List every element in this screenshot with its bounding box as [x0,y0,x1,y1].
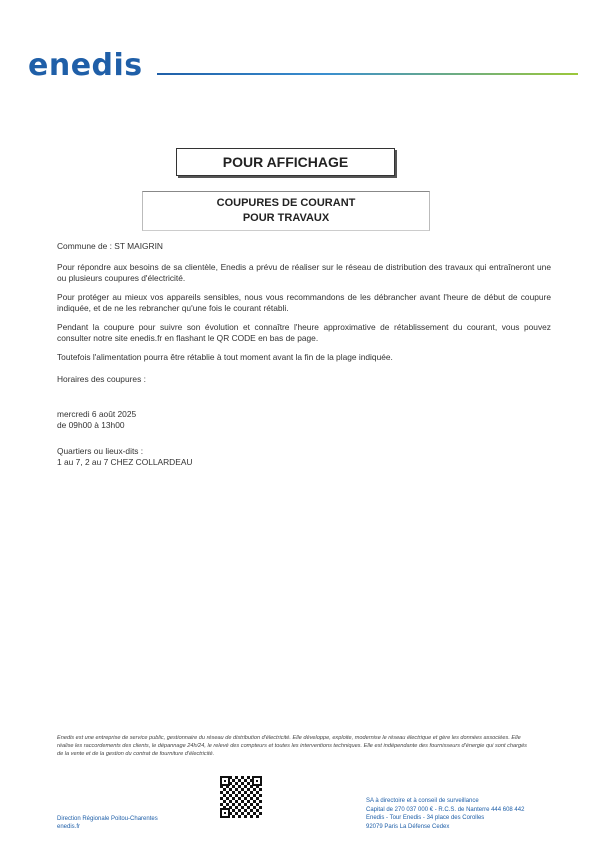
company-line-2: Capital de 270 037 000 € - R.C.S. de Nanterre 444 608 442 [366,806,525,813]
footer-right [366,797,524,831]
outage-date: mercredi 6 août 2025 [57,409,137,419]
website-link[interactable]: enedis.fr [57,824,81,830]
qr-finder-icon [220,776,230,786]
company-line-1: SA à directoire et à conseil de surveillance [366,798,479,804]
paragraph-1: Pour répondre aux besoins de sa clientèle, Enedis a prévu de réaliser sur le réseau de distribution des travaux qui entraîneront une ou plusieurs coupures d'électricité. [57,262,551,283]
qr-finder-icon [220,808,230,818]
commune-line: Commune de : ST MAIGRIN [57,241,163,251]
schedule-label: Horaires des coupures : [57,374,146,384]
paragraph-4: Toutefois l'alimentation pourra être rétablie à tout moment avant la fin de la plage indiquée. [57,352,393,362]
qr-finder-icon [252,776,262,786]
header-rule [157,73,578,75]
places-list: 1 au 7, 2 au 7 CHEZ COLLARDEAU [57,457,193,467]
direction-name: Direction Régionale Poitou-Charentes [57,816,158,822]
paragraph-3: Pendant la coupure pour suivre son évolution et connaître l'heure approximative de rétablissement du courant, vous pouvez consulter notre site enedis.fr en flashant le QR CODE en bas de page. [57,322,551,343]
legal-notice: Enedis est une entreprise de service public, gestionnaire du réseau de distribution d'électricité. Elle développe, exploite, modernise le réseau électrique et gère les données associées. Elle réalise les raccordements des clients, le dépannage 24h/24, le relevé des compteurs et toutes les interventions techniques. Elle est indépendante des fournisseurs d'énergie qui sont chargés de la vente et de la gestion du contrat de fourniture d'électricité. [57,735,527,757]
notice-title: POUR AFFICHAGE [222,154,349,170]
company-line-4: 92079 Paris La Défense Cedex [366,823,450,830]
enedis-logo: enedis [28,48,143,83]
notice-subtitle-line1: COUPURES DE COURANT [216,197,356,209]
places-label: Quartiers ou lieux-dits : [57,446,144,456]
notice-title-box [176,148,395,176]
qr-code[interactable] [220,776,262,818]
paragraph-2: Pour protéger au mieux vos appareils sensibles, nous vous recommandons de les débrancher avant l'heure de début de coupure indiquée, et de ne les rebrancher qu'une fois le courant rétabli. [57,292,551,313]
notice-subtitle-line2: POUR TRAVAUX [242,212,330,224]
outage-time: de 09h00 à 13h00 [57,420,125,430]
notice-subtitle-box [142,191,430,231]
company-line-3: Enedis - Tour Enedis - 34 place des Corolles [366,815,485,821]
footer-left [57,815,158,831]
